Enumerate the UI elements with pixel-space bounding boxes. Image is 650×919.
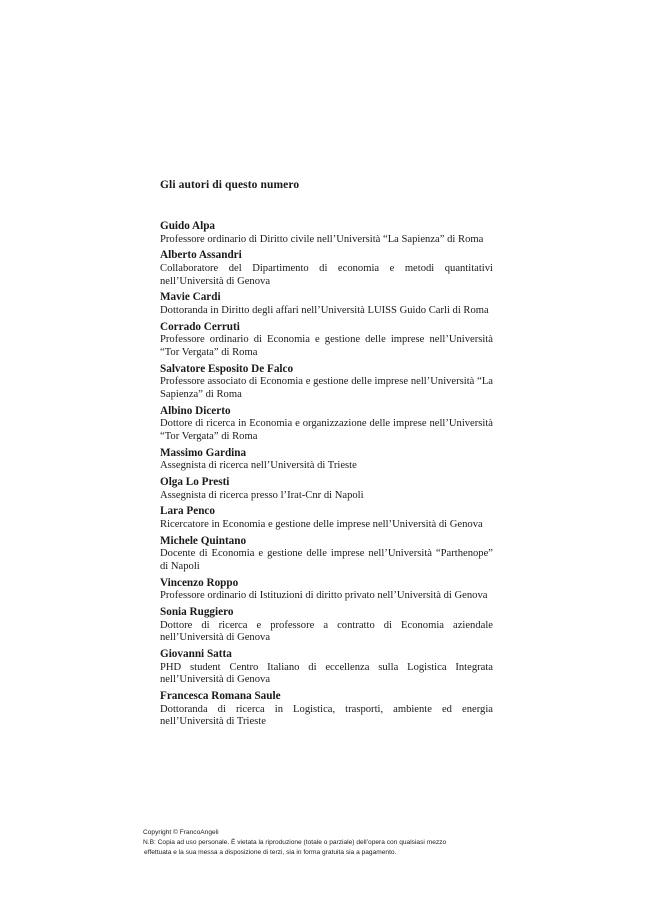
author-entry — [160, 249, 493, 288]
author-role: Dottore di ricerca e professore a contratto di Economia aziendale nell’Università di Genova — [160, 619, 493, 644]
author-name: Giovanni Satta — [160, 648, 232, 661]
author-entry — [160, 535, 493, 574]
author-role: PHD student Centro Italiano di eccellenza sulla Logistica Integrata nell’Università di Genova — [160, 661, 493, 686]
author-role: Professore ordinario di Diritto civile nell’Università “La Sapienza” di Roma — [160, 233, 484, 245]
author-name: Mavie Cardi — [160, 291, 221, 304]
author-role: Docente di Economia e gestione delle imprese nell’Università “Parthenope” di Napoli — [160, 548, 493, 572]
author-role: Dottoranda di ricerca in Logistica, trasporti, ambiente ed energia nell’Università di Trieste — [160, 703, 493, 728]
author-entry — [160, 405, 493, 444]
copyright-footer — [143, 828, 523, 859]
copyright-notice-line: effettuata e la sua messa a disposizione di terzi, sia in forma gratuita sia a pagamento. — [144, 849, 397, 857]
copyright-notice-line: N.B: Copia ad uso personale. È vietata la riproduzione (totale o parziale) dell’opera con qualsiasi mezzo — [143, 839, 447, 847]
author-role: Ricercatore in Economia e gestione delle imprese nell’Università di Genova — [160, 518, 483, 530]
author-entry — [160, 220, 493, 246]
author-role: Professore ordinario di Economia e gestione delle imprese nell’Università “Tor Vergata” di Roma — [160, 334, 493, 358]
author-entry — [160, 690, 493, 729]
author-role: Dottore di ricerca in Economia e organizzazione delle imprese nell’Università “Tor Vergata” di Roma — [160, 418, 493, 442]
author-name: Guido Alpa — [160, 220, 216, 232]
author-role: Assegnista di ricerca nell’Università di Trieste — [160, 460, 357, 472]
author-name: Lara Penco — [160, 505, 215, 518]
author-entry — [160, 577, 493, 603]
author-role: Professore associato di Economia e gestione delle imprese nell’Università “La Sapienza” di Roma — [160, 376, 493, 400]
author-name: Alberto Assandri — [160, 249, 242, 262]
author-entry — [160, 321, 493, 360]
copyright-line: Copyright © FrancoAngeli — [143, 829, 219, 836]
author-name: Salvatore Esposito De Falco — [160, 362, 294, 375]
author-role: Collaboratore del Dipartimento di economia e metodi quantitativi nell’Università di Genova — [160, 262, 493, 287]
author-name: Olga Lo Presti — [160, 476, 230, 488]
author-name: Albino Dicerto — [160, 404, 231, 417]
author-name: Michele Quintano — [160, 534, 247, 547]
author-name: Massimo Gardina — [160, 446, 247, 459]
author-entry — [160, 606, 493, 645]
author-role: Assegnista di ricerca presso l’Irat-Cnr di Napoli — [160, 489, 364, 501]
author-name: Corrado Cerruti — [160, 320, 240, 333]
authors-list — [160, 220, 493, 732]
author-name: Francesca Romana Saule — [160, 690, 281, 703]
page-title: Gli autori di questo numero — [160, 179, 300, 191]
author-entry — [160, 476, 493, 502]
author-entry — [160, 363, 493, 402]
author-role: Professore ordinario di Istituzioni di diritto privato nell’Università di Genova — [160, 590, 488, 602]
author-entry — [160, 505, 493, 531]
author-name: Sonia Ruggiero — [160, 606, 234, 619]
author-name: Vincenzo Roppo — [160, 576, 239, 589]
author-entry — [160, 291, 493, 317]
author-entry — [160, 648, 493, 687]
author-role: Dottoranda in Diritto degli affari nell’Università LUISS Guido Carli di Roma — [160, 304, 489, 316]
author-entry — [160, 447, 493, 473]
